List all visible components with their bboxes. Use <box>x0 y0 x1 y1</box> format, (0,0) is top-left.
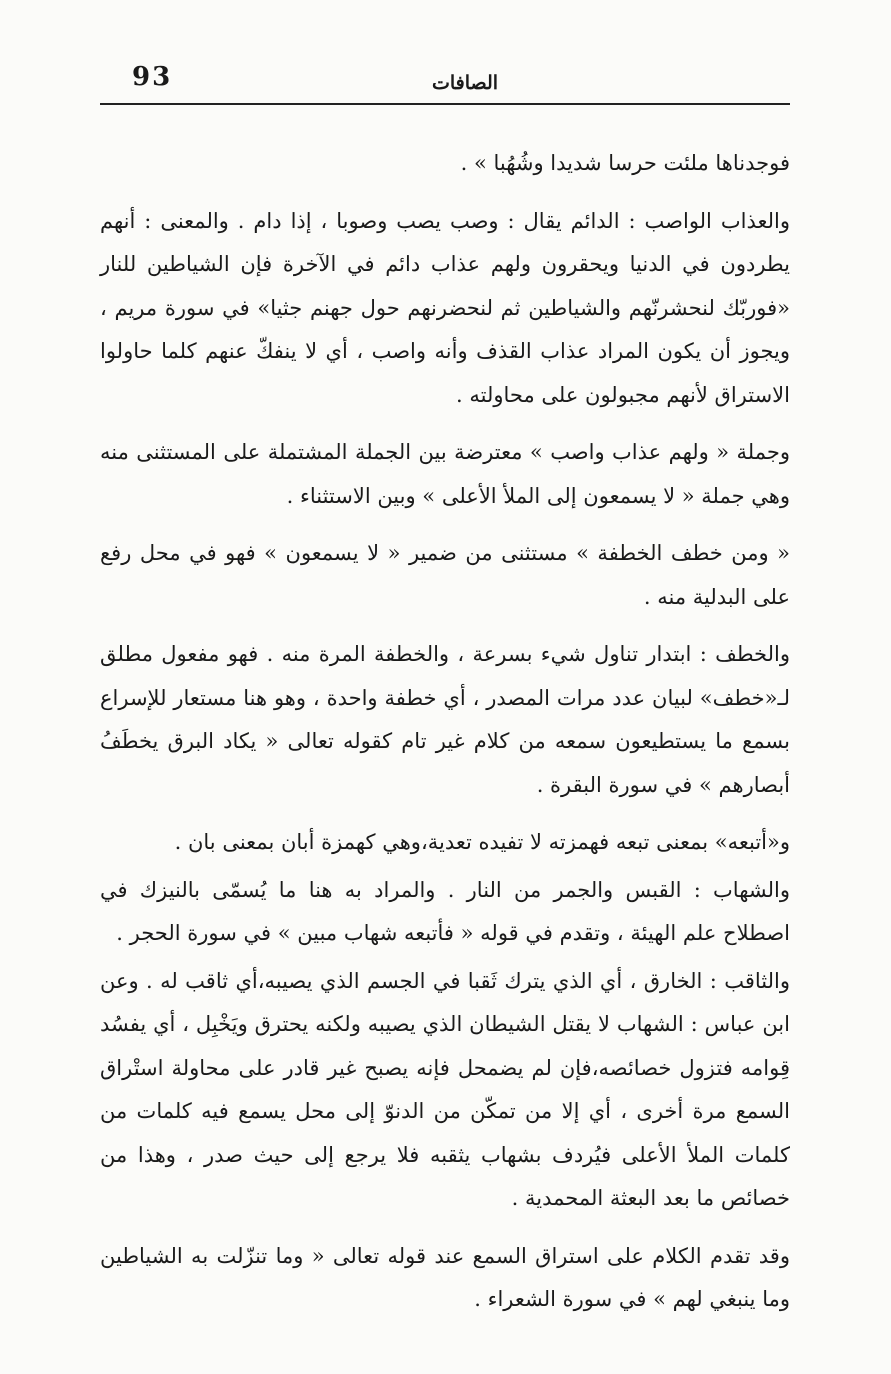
page-body <box>100 142 790 1322</box>
paragraph: فوجدناها ملئت حرسا شديدا وشُهُبا » . <box>460 151 790 175</box>
paragraph: والثاقب : الخارق ، أي الذي يترك ثَقبا في الجسم الذي يصيبه،أي ثاقب له . وعن ابن عباس : الشهاب لا يقتل الشيطان الذي يصيبه ولكنه يحترق ويَخْبِل ، أي يفسُد قِوامه فتزول خصائصه،فإن لم يضمحل فإنه يصبح غير قادر على محاولة استْراق السمع مرة أخرى ، أي إلا من تمكّن من الدنوّ إلى محل يسمع فيه كلمات من كلمات الملأ الأعلى فيُردف بشهاب يثقبه فلا يرجع إلى حيث صدر ، وهذا من خصائص ما بعد البعثة المحمدية . <box>100 968 790 1210</box>
running-title: الصافات <box>431 72 499 94</box>
paragraph: و«أتبعه» بمعنى تبعه فهمزته لا تفيده تعدية،وهي كهمزة أبان بمعنى بان . <box>174 830 790 854</box>
paragraph: وجملة « ولهم عذاب واصب » معترضة بين الجملة المشتملة على المستثنى منه وهي جملة « لا يسمعون إلى الملأ الأعلى » وبين الاستثناء . <box>100 440 790 508</box>
paragraph: والخطف : ابتدار تناول شيء بسرعة ، والخطفة المرة منه . فهو مفعول مطلق لـ«خطف» لبيان عدد مرات المصدر ، أي خطفة واحدة ، وهو هنا مستعار للإسراع بسمع ما يستطيعون سمعه من كلام غير تام كقوله تعالى « يكاد البرق يخطَفُ أبصارهم » في سورة البقرة . <box>100 642 790 797</box>
paragraph: والعذاب الواصب : الدائم يقال : وصب يصب وصوبا ، إذا دام . والمعنى : أنهم يطردون في الدنيا ويحقرون ولهم عذاب دائم في الآخرة فإن الشياطين للنار «فوربّك لنحشرنّهم والشياطين ثم لنحضرنهم حول جهنم جثيا» في سورة مريم ، ويجوز أن يكون المراد عذاب القذف وأنه واصب ، أي لا ينفكّ عنهم كلما حاولوا الاستراق لأنهم مجبولون على محاولته . <box>100 208 790 407</box>
header-divider <box>100 103 790 105</box>
page-number: 93 <box>132 62 173 92</box>
paragraph: « ومن خطف الخطفة » مستثنى من ضمير « لا يسمعون » فهو في محل رفع على البدلية منه . <box>100 541 790 609</box>
paragraph: وقد تقدم الكلام على استراق السمع عند قوله تعالى « وما تنزّلت به الشياطين وما ينبغي لهم » في سورة الشعراء . <box>100 1243 790 1311</box>
paragraph: والشهاب : القبس والجمر من النار . والمراد به هنا ما يُسمّى بالنيزك في اصطلاح علم الهيئة ، وتقدم في قوله « فأتبعه شهاب مبين » في سورة الحجر . <box>100 877 790 945</box>
